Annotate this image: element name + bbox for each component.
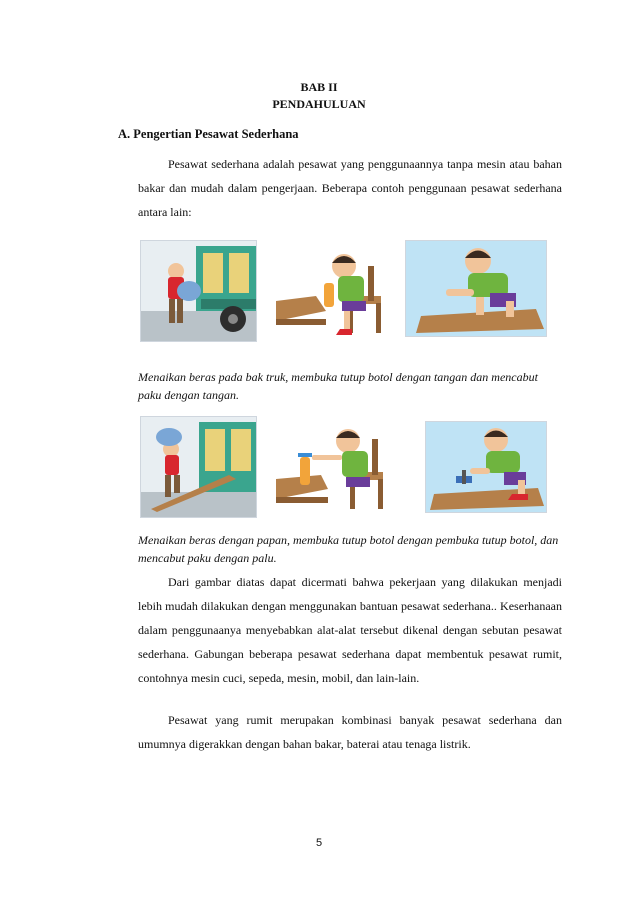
chapter-title: BAB II	[300, 80, 338, 94]
boy-ramp-rice-truck-illustration	[140, 416, 257, 518]
section-heading: A. Pengertian Pesawat Sederhana	[118, 127, 299, 141]
boy-pulling-nail-hand-illustration	[405, 240, 547, 337]
chapter-subtitle: PENDAHULUAN	[272, 97, 366, 111]
boy-hammer-nail-illustration	[425, 421, 547, 513]
page-number: 5	[315, 837, 323, 849]
boy-opening-bottle-hand-illustration	[275, 240, 392, 342]
body-paragraph-2: Pesawat yang rumit merupakan kombinasi banyak pesawat sederhana dan umumnya digerakkan dengan bahan bakar, baterai atau tenaga listrik.	[138, 713, 562, 751]
intro-paragraph: Pesawat sederhana adalah pesawat yang penggunaannya tanpa mesin atau bahan bakar dan mudah dalam pengerjaan. Beberapa contoh penggunaan pesawat sederhana antara lain:	[138, 157, 562, 219]
boy-lifting-rice-truck-illustration	[140, 240, 257, 342]
body-paragraph-1: Dari gambar diatas dapat dicermati bahwa pekerjaan yang dilakukan menjadi lebih mudah dilakukan dengan menggunakan bantuan pesawat sederhana.. Keserhanaan dalam penggunaanya menyebabkan alat-alat tersebut dikenal dengan sebutan pesawat sederhana. Gabungan beberapa pesawat sederhana dapat membentuk pesawat rumit, contohnya mesin cuci, sepeda, mesin, mobil, dan lain-lain.	[138, 575, 562, 685]
boy-bottle-opener-illustration	[275, 416, 392, 518]
figure-caption-row1: Menaikan beras pada bak truk, membuka tutup botol dengan tangan dan mencabut paku dengan tangan.	[138, 370, 538, 402]
figure-caption-row2: Menaikan beras dengan papan, membuka tutup botol dengan pembuka tutup botol, dan mencabut paku dengan palu.	[138, 533, 559, 565]
